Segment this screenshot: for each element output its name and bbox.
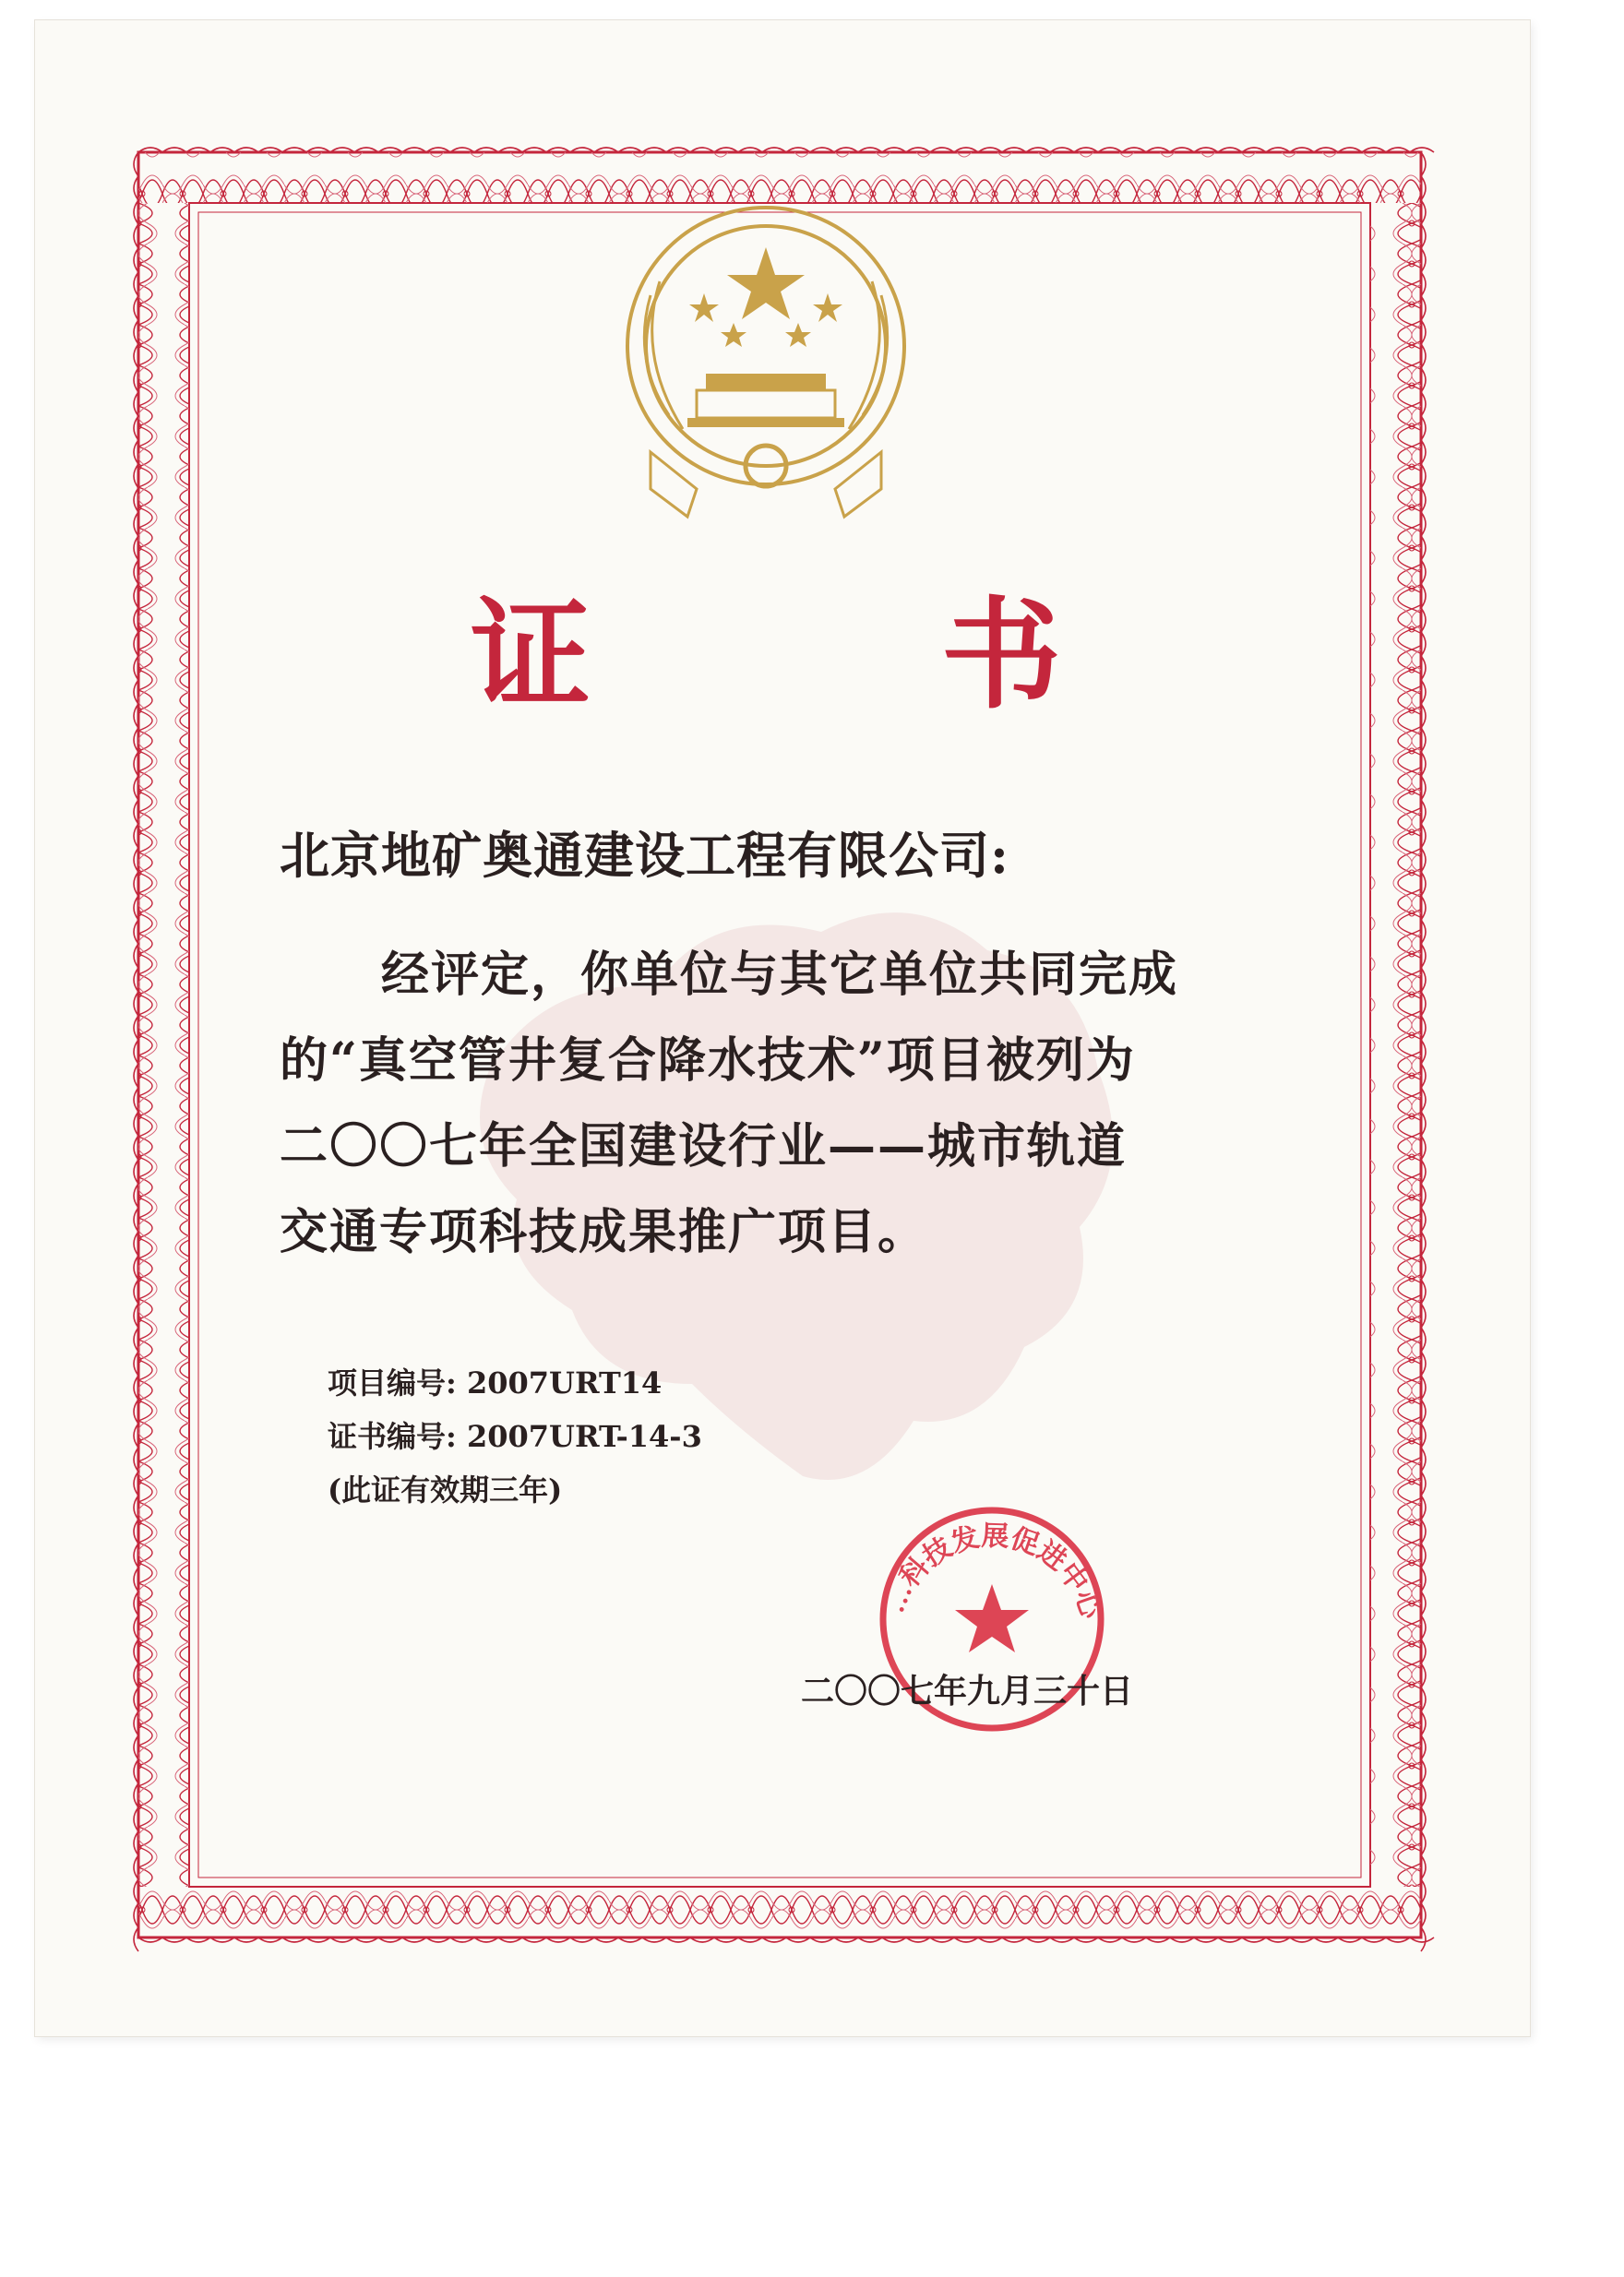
project-number-value: 2007URT14 (466, 1365, 663, 1401)
project-number-label: 项目编号: (328, 1365, 457, 1401)
body-line: 二〇〇七年全国建设行业——城市轨道 (280, 1118, 1128, 1174)
title-char-left: 证 (471, 584, 591, 725)
certificate-number-label: 证书编号: (328, 1419, 457, 1454)
recipient-name: 北京地矿奥通建设工程有限公司: (280, 826, 1009, 885)
body-line: 交通专项科技成果推广项目。 (280, 1204, 928, 1260)
body-line: 的“真空管井复合降水技术”项目被列为 (280, 1032, 1136, 1089)
validity-note: (此证有效期三年) (328, 1472, 563, 1508)
certificate-title (443, 584, 1089, 725)
certificate-number-row (328, 1410, 702, 1463)
seal-text: …科技发展促进中心 (879, 1520, 1106, 1623)
issue-date: 二〇〇七年九月三十日 (801, 1672, 1134, 1711)
title-char-right: 书 (940, 584, 1061, 725)
national-emblem-icon (595, 185, 937, 544)
certificate-number-value: 2007URT-14-3 (466, 1419, 702, 1454)
certificate-body (280, 932, 1230, 1275)
body-line: 经评定，你单位与其它单位共同完成 (381, 947, 1179, 1003)
certificate-meta (328, 1356, 702, 1517)
project-number-row (328, 1356, 702, 1410)
